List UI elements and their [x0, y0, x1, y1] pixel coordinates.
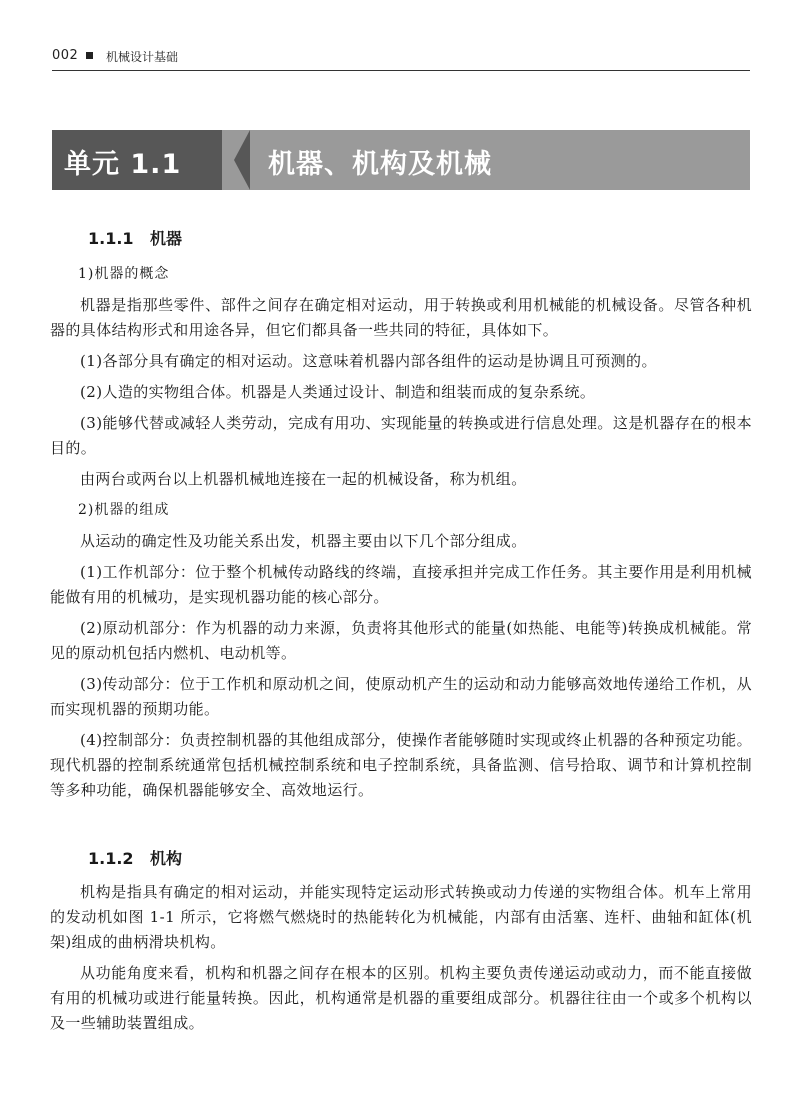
subheading: 2)机器的组成	[78, 502, 170, 518]
unit-label: 单元 1.1	[64, 149, 182, 180]
section-body-1-1-1	[50, 262, 752, 803]
unit-banner	[52, 130, 750, 190]
section-title: 机器	[150, 229, 183, 248]
section-heading-1-1-1	[88, 226, 182, 249]
unit-title: 机器、机构及机械	[268, 149, 492, 180]
paragraph: (1)各部分具有确定的相对运动。这意味着机器内部各组件的运动是协调且可预测的。	[80, 352, 657, 370]
subheading: 1)机器的概念	[78, 266, 170, 282]
chevron-left-icon	[234, 130, 250, 190]
paragraph: 从功能角度来看，机构和机器之间存在根本的区别。机构主要负责传递运动或动力，而不能直接做有用的机械功或进行能量转换。因此，机构通常是机器的重要组成部分。机器往往由一个或多个机构以及一些辅助装置组成。	[50, 964, 752, 1032]
paragraph: 由两台或两台以上机器机械地连接在一起的机械设备，称为机组。	[80, 470, 527, 488]
paragraph: (1)工作机部分：位于整个机械传动路线的终端，直接承担并完成工作任务。其主要作用是利用机械能做有用的机械功，是实现机器功能的核心部分。	[50, 563, 752, 606]
running-header	[52, 46, 750, 71]
square-bullet-icon	[86, 52, 93, 59]
section-title: 机构	[150, 849, 183, 868]
paragraph: 从运动的确定性及功能关系出发，机器主要由以下几个部分组成。	[80, 532, 527, 550]
paragraph: 机构是指具有确定的相对运动，并能实现特定运动形式转换或动力传递的实物组合体。机车上常用的发动机如图 1-1 所示，它将燃气燃烧时的热能转化为机械能，内部有由活塞、连杆、曲轴和缸体(机架)组成的曲柄滑块机构。	[50, 883, 752, 951]
section-number: 1.1.1	[88, 229, 134, 248]
section-body-1-1-2	[50, 880, 752, 1036]
section-number: 1.1.2	[88, 849, 134, 868]
paragraph: (4)控制部分：负责控制机器的其他组成部分，使操作者能够随时实现或终止机器的各种预定功能。现代机器的控制系统通常包括机械控制系统和电子控制系统，具备监测、信号拾取、调节和计算机控制等多种功能，确保机器能够安全、高效地运行。	[50, 731, 752, 799]
paragraph: (2)人造的实物组合体。机器是人类通过设计、制造和组装而成的复杂系统。	[80, 383, 596, 401]
paragraph: (3)传动部分：位于工作机和原动机之间，使原动机产生的运动和动力能够高效地传递给工作机，从而实现机器的预期功能。	[50, 675, 752, 718]
paragraph: (2)原动机部分：作为机器的动力来源，负责将其他形式的能量(如热能、电能等)转换成机械能。常见的原动机包括内燃机、电动机等。	[50, 619, 752, 662]
book-title: 机械设计基础	[106, 50, 179, 64]
page-number: 002	[52, 48, 79, 63]
section-heading-1-1-2	[88, 846, 182, 869]
paragraph: (3)能够代替或减轻人类劳动，完成有用功、实现能量的转换或进行信息处理。这是机器存在的根本目的。	[50, 414, 752, 457]
paragraph: 机器是指那些零件、部件之间存在确定相对运动，用于转换或利用机械能的机械设备。尽管各种机器的具体结构形式和用途各异，但它们都具备一些共同的特征，具体如下。	[50, 296, 752, 339]
